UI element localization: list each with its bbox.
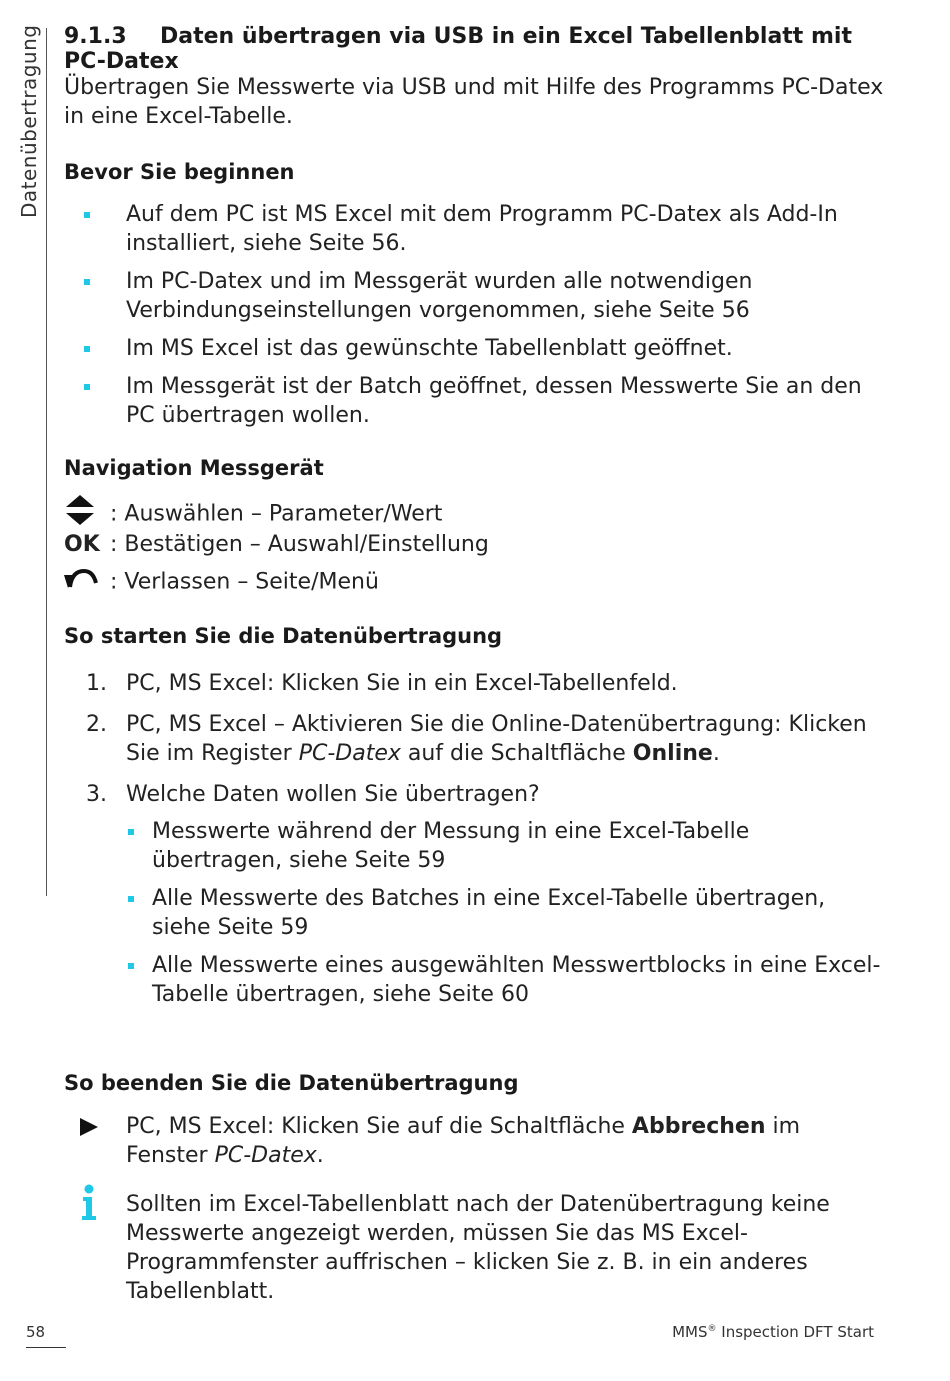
page-number: 58 xyxy=(26,1323,46,1341)
sub-list-item: Alle Messwerte des Batches in eine Excel-Tabelle übertragen, siehe Seite 59 xyxy=(64,884,884,942)
sub-list-item: Messwerte während der Messung in eine Excel-Tabelle übertragen, siehe Seite 59 xyxy=(64,817,884,875)
side-tab-label: Datenübertragung xyxy=(17,24,41,218)
section-heading xyxy=(64,24,884,74)
list-item: Im PC-Datex und im Messgerät wurden alle notwendigen Verbindungseinstellungen vorgenommen, siehe Seite 56 xyxy=(64,267,884,325)
start-steps xyxy=(64,669,884,1018)
bullet-marker xyxy=(128,829,134,835)
end-instruction: PC, MS Excel: Klicken Sie auf die Schaltfläche Abbrechen im Fenster PC-Datex. xyxy=(64,1112,884,1170)
side-divider xyxy=(46,28,47,896)
up-down-arrows-icon xyxy=(64,494,110,535)
start-heading: So starten Sie die Datenübertragung xyxy=(64,624,503,648)
step-item: 2. PC, MS Excel – Aktivieren Sie die Online-Datenübertragung: Klicken Sie im Register PC-Datex auf die Schaltfläche Online. xyxy=(86,712,867,766)
bullet-marker xyxy=(84,384,90,390)
before-heading: Bevor Sie beginnen xyxy=(64,160,295,184)
bullet-marker xyxy=(128,896,134,902)
navigation-heading: Navigation Messgerät xyxy=(64,456,324,480)
side-tab xyxy=(14,24,44,218)
nav-row-exit: : Verlassen – Seite/Menü xyxy=(64,567,379,597)
section-title: Daten übertragen via USB in ein Excel Tabellenblatt mit PC-Datex xyxy=(64,24,852,74)
list-item: Im Messgerät ist der Batch geöffnet, dessen Messwerte Sie an den PC übertragen wollen. xyxy=(64,372,884,430)
action-arrow-icon xyxy=(80,1116,98,1145)
sub-list-item: Alle Messwerte eines ausgewählten Messwertblocks in eine Excel-Tabelle übertragen, siehe Seite 60 xyxy=(64,951,884,1009)
bullet-marker xyxy=(128,963,134,969)
list-item: Auf dem PC ist MS Excel mit dem Programm PC-Datex als Add-In installiert, siehe Seite 56. xyxy=(64,200,884,258)
nav-row-select: : Auswählen – Parameter/Wert xyxy=(64,494,442,524)
list-item: Im MS Excel ist das gewünschte Tabellenblatt geöffnet. xyxy=(64,334,884,363)
end-heading: So beenden Sie die Datenübertragung xyxy=(64,1071,519,1095)
section-number: 9.1.3 xyxy=(64,24,127,49)
back-arrow-icon xyxy=(64,567,110,598)
info-note: Sollten im Excel-Tabellenblatt nach der Datenübertragung keine Messwerte angezeigt werden, müssen Sie das MS Excel-Programmfenster auffrischen – klicken Sie z. B. in ein anderes Tabellenblatt. xyxy=(64,1190,884,1306)
bullet-marker xyxy=(84,212,90,218)
ok-key-label: OK xyxy=(64,532,100,557)
before-list xyxy=(64,200,884,439)
info-icon xyxy=(80,1184,98,1230)
footer-divider xyxy=(26,1347,66,1348)
footer-title: MMS® Inspection DFT Start xyxy=(672,1323,874,1341)
bullet-marker xyxy=(84,346,90,352)
nav-row-confirm: OK : Bestätigen – Auswahl/Einstellung xyxy=(64,530,489,560)
bullet-marker xyxy=(84,279,90,285)
intro-paragraph: Übertragen Sie Messwerte via USB und mit Hilfe des Programms PC-Datex in eine Excel-Tabelle. xyxy=(64,75,884,129)
step-item: 1. PC, MS Excel: Klicken Sie in ein Excel-Tabellenfeld. xyxy=(86,671,678,696)
step-item: 3. Welche Daten wollen Sie übertragen? xyxy=(86,782,540,807)
